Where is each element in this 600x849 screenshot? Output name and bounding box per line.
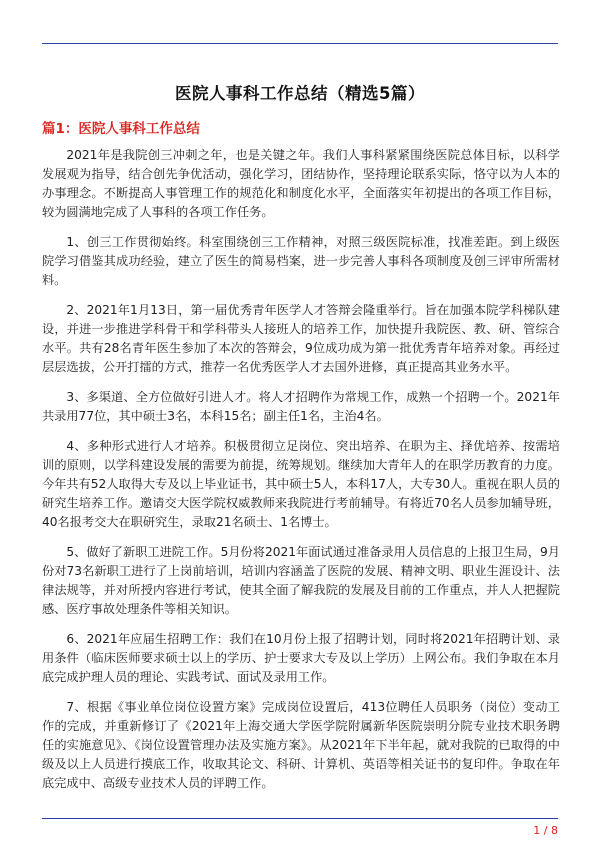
paragraph-intro: 2021年是我院创三冲刺之年，也是关键之年。我们人事科紧紧围绕医院总体目标，以科学发展观为指导，结合创先争优活动，强化学习，团结协作，坚持理论联系实际，恪守以为人本的办事理念。不断提高人事管理工作的规范化和制度化水平，全面落实年初提出的各项工作目标，较为圆满地完成了人事科的各项工作任务。 xyxy=(42,148,560,219)
section-heading: 篇1：医院人事科工作总结 xyxy=(42,121,200,137)
page-indicator: 1 / 8 xyxy=(533,824,558,837)
paragraph-item-1: 1、创三工作贯彻始终。科室围绕创三工作精神，对照三级医院标准，找准差距。到上级医院学习借鉴其成功经验，建立了医生的简易档案，进一步完善人事科各项制度及创三评审所需材料。 xyxy=(42,235,560,287)
paragraph-item-5: 5、做好了新职工进院工作。5月份将2021年面试通过准备录用人员信息的上报卫生局，9月份对73名新职工进行了上岗前培训，培训内容涵盖了医院的发展、精神文明、职业生涯设计、法律法规等，并对所授内容进行考试，使其全面了解我院的发展及目前的工作重点，并人人把握院感、医疗事故处理条件等相关知识。 xyxy=(42,545,560,616)
document-body xyxy=(42,146,560,804)
paragraph-item-7: 7、根据《事业单位岗位设置方案》完成岗位设置后，413位聘任人员职务（岗位）变动工作的完成，并重新修订了《2021年上海交通大学医学院附属新华医院崇明分院专业技术职务聘任的实施意见》、《岗位设置管理办法及实施方案》。从2021年下半年起，就对我院的已取得的中级及以上人员进行摸底工作，收取其论文、科研、计算机、英语等相关证书的复印件。争取在年底完成中、高级专业技术人员的评聘工作。 xyxy=(42,700,560,790)
document-title: 医院人事科工作总结（精选5篇） xyxy=(175,84,425,103)
footer-divider xyxy=(42,818,558,819)
header-divider xyxy=(42,43,558,44)
paragraph-item-4: 4、多种形式进行人才培养。积极贯彻立足岗位、突出培养、在职为主、择优培养、按需培训的原则，以学科建设发展的需要为前提，统筹规划。继续加大青年人的在职学历教育的力度。今年共有52人取得大专及以上毕业证书，其中硕士5人，本科17人，大专30人。重视在职人员的研究生培养工作。邀请交大医学院权威教师来我院进行考前辅导。有将近70名人员参加辅导班，40名报考交大在职研究生，录取21名硕士、1名博士。 xyxy=(42,439,560,529)
paragraph-item-3: 3、多渠道、全方位做好引进人才。将人才招聘作为常规工作，成熟一个招聘一个。2021年共录用77位，其中硕士3名，本科15名；副主任1名，主治4名。 xyxy=(42,390,560,423)
paragraph-item-2: 2、2021年1月13日，第一届优秀青年医学人才答辩会隆重举行。旨在加强本院学科梯队建设，并进一步推进学科骨干和学科带头人接班人的培养工作，加快提升我院医、教、研、管综合水平。共有28名青年医生参加了本次的答辩会，9位成功成为第一批优秀青年培养对象。再经过层层选拔，公开打擂的方式，推荐一名优秀医学人才去国外进修，真正提高其业务水平。 xyxy=(42,303,560,374)
paragraph-item-6: 6、2021年应届生招聘工作：我们在10月份上报了招聘计划，同时将2021年招聘计划、录用条件（临床医师要求硕士以上的学历、护士要求大专及以上学历）上网公布。我们争取在本月底完成护理人员的理论、实践考试、面试及录用工作。 xyxy=(42,632,560,684)
